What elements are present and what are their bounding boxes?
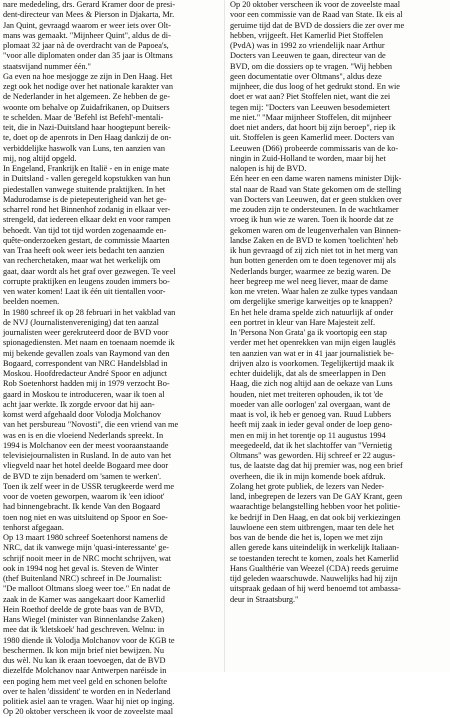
text-line: was en is en die vloeiend Nederlands spreekt. In <box>3 430 164 440</box>
text-line: Jan Quint, gevraagd waarom er weer iets over Olt- <box>3 20 171 30</box>
text-line: te, doet op de apenrots in Den Haag dankzij de on- <box>3 133 172 143</box>
text-line: geruime tijd dat de BVD de dossiers die zer over me <box>230 20 405 30</box>
text-line: zaak in de Kamer was aangekaart door Kamerlid <box>3 594 165 604</box>
text-line: mij, nog altijd opgeld. <box>3 153 77 163</box>
text-line: quête-onderzoeken gestart, de commissie Maarten <box>3 235 170 245</box>
text-line: dent-directeur van Mees & Pierson in Djakarta, Mr. <box>3 10 175 20</box>
text-line: In 1980 schreef ik op 28 februari in het vakblad van <box>3 307 176 317</box>
text-line: teit, die in Nazi-Duitsland haar hoogtepunt bereik- <box>3 123 171 132</box>
text-line: hebben, vrijgeeft. Het Kamerlid Piet Stoffelen <box>230 30 384 40</box>
text-line: tegen mij: "Docters van Leeuwen besodemietert <box>230 102 390 112</box>
text-line: gekomen waren om de leugenverhalen van Binnen- <box>230 225 401 235</box>
text-line: Ga even na hoe mesjogge ze zijn in Den Haag. Het <box>3 71 173 81</box>
text-line: toen nog niet en was uitsluitend op Spoor en Soe- <box>3 512 168 522</box>
text-line: Op 13 maart 1980 schreef Soetenhorst namens de <box>3 533 168 542</box>
text-line: nare mededeling, drs. Gerard Kramer door de presi- <box>3 0 176 9</box>
text-line: Toen ik zelf weer in de USSR terugkeerde werd me <box>3 481 175 491</box>
text-line: ningin in Zuid-Holland te worden, maar bij het <box>230 153 386 163</box>
text-line: te schelden. Maar de 'Befehl ist Befehl'-mentali- <box>3 112 164 122</box>
text-line: 1980 diende ik Volodja Molchanov voor de KGB te <box>3 635 175 645</box>
text-line: meegedeeld, dat ik het slachtoffer van "Vernietig <box>230 440 392 450</box>
text-line: verder met het openrekken van mijn eigen lauglës <box>230 338 396 348</box>
text-line: Op 20 oktober verscheen ik voor de zoveelste maal <box>230 0 401 9</box>
text-line: de BVD te zijn benaderd om 'samen te werken'. <box>3 471 162 481</box>
text-line: uitspraak gedaan of hij werd benoemd tot ambassa- <box>230 584 401 594</box>
text-line: politiek asiel aan te vragen. Waar hij niet op inging. <box>3 697 175 706</box>
text-line: televisiejournalisten in Rusland. In de auto van het <box>3 451 172 460</box>
text-line: Haag, die zich nog altijd aan de oekaze van Luns <box>230 379 393 389</box>
text-line: Rob Soetenhorst hadden mij in 1979 verzocht Bo- <box>3 379 170 389</box>
text-line: tijd geleden waarschuwde. Nauwelijks had hij zijn <box>230 574 398 583</box>
text-line: spionagediensten. Met naam en toenaam noemde ik <box>3 338 175 348</box>
text-line: echter duidelijk, dat als de smeerlappen in Den <box>230 369 386 378</box>
text-line: overheen, die ik in mijn komende boek afdruk. <box>230 471 386 481</box>
left-text-column <box>3 0 219 717</box>
text-line: hun botten generden om te doen tegenover mij als <box>230 256 396 266</box>
text-line: stal naar de Raad van State gekomen om de stelling <box>230 184 402 194</box>
text-line: Oltmans" was geworden. Hij schreef er 22 augus- <box>230 451 396 460</box>
text-line: me niet." "Maar mijnheer Stoffelen, dit mijnheer <box>230 112 392 122</box>
text-line: bos van de bende die het is, lopen we met zijn <box>230 533 383 542</box>
text-line: zegt ook het nodige over het nationale karakter van <box>3 82 174 91</box>
text-line: uit. Stoffelen is geen Kamerlid meer. Docters van <box>230 133 395 143</box>
text-line: gaat, daar wordt als het graf over gezwegen. Te veel <box>3 266 176 276</box>
text-line: ten aanzien van wat er in 41 jaar journalistiek be- <box>230 348 394 358</box>
text-line: mij bekende gevallen zoals van Raymond van den <box>3 348 170 358</box>
text-line: corrupte praktijken en leugens zouden immers bo- <box>3 276 170 286</box>
text-line: scharrel rond het Binnenhof zodanig in elkaar ver- <box>3 205 171 214</box>
text-line: allen gerede kans uiteindelijk in werkelijk Italiaan- <box>230 543 400 553</box>
text-line: over te halen 'dissident' te worden en in Nederland <box>3 686 171 696</box>
text-line: nalopen is hij de BVD. <box>230 164 307 173</box>
text-line: beschermen. Ik kon mijn brief niet bewijzen. Nu <box>3 645 165 655</box>
text-line: piedestallen vanwege stuitende praktijken. In het <box>3 184 166 194</box>
text-line: deur in Straatsburg." <box>230 594 299 604</box>
text-line: Bogaard, correspondent van NRC Handelsblad in <box>3 358 168 368</box>
text-line: Eén heer en een dame waren namens minister Dijk- <box>230 174 402 184</box>
text-line: lauwloene een stem uitbrengen, maar ten dele het <box>230 522 395 532</box>
text-line: plomaat 32 jaar nà de overdracht van de Papoea's, <box>3 41 169 50</box>
text-line: vroeg ik hun wie ze waren. Toen ik hoorde dat ze <box>230 215 394 225</box>
text-line: Nederlands burger, waarmee ze bezig waren. De <box>230 266 391 276</box>
text-line: de NVJ (Journalistenvereniging) dat ten aanzal <box>3 317 159 327</box>
text-line: landse Zaken en de BVD te komen 'toelichten' heb <box>230 235 398 245</box>
text-line: verbiddelijke haswolk van Luns, ten aanzien van <box>3 143 165 153</box>
text-line: om dergelijke smerige karweitjes op te knappen? <box>230 297 393 307</box>
text-line: woonte om behalve op Zuidafrikanen, op Duitsers <box>3 102 170 112</box>
text-line: staatsvijand nummer één." <box>3 61 91 71</box>
text-line: maat is vol, ik heb er genoeg van. Ruud Lubbers <box>230 410 392 419</box>
text-line: 1994 is Molchanov een der meest vooraanstaande <box>3 440 169 450</box>
text-line: dus wèl. Nu kan ik eraan toevoegen, dat de BVD <box>3 656 166 665</box>
text-line: de Nederlander in het algemeen. Ze hebben de ge- <box>3 92 171 102</box>
column-gutter <box>224 0 225 672</box>
text-line: Hans Wiegel (minister van Binnenlandse Zaken) <box>3 615 165 624</box>
text-line: tenhorst afgegaan. <box>3 522 64 532</box>
text-line: ven water komen! Laat ik één uit tientallen voor- <box>3 287 166 296</box>
text-line: Op 20 oktober verscheen ik voor de zoveelste maal <box>3 707 174 717</box>
text-line: heeft mij zaak in ieder geval onder de loep geno- <box>230 420 393 430</box>
text-line: mijnheer, die dus loog of het gedrukt stond. En wie <box>230 82 400 91</box>
text-line: (thef Buitenland NRC) schreef in De Journalist: <box>3 574 162 583</box>
text-line: doet niet anders, dat hoort bij zijn beroep", riep ik <box>230 123 396 132</box>
text-line: van Docters van Leeuwen, dat er geen stukken over <box>230 194 402 204</box>
text-line: En het hele drama spelde zich natuurlijk af onder <box>230 307 394 317</box>
text-line: voor een commissie van de Raad van State. Ik eis al <box>230 10 403 20</box>
text-line: mans was gemaakt. "Mijnheer Quint", aldus de di- <box>3 30 171 40</box>
text-line: me zouden zijn te ondersteunen. In de wachtkamer <box>230 205 399 214</box>
text-line: geen documentatie over Oltmans", aldus deze <box>230 71 382 81</box>
text-line: Moskou. Hoofdredacteur André Spoor en adjunct <box>3 369 168 378</box>
right-text-column <box>230 0 447 672</box>
text-line: een poging hem met veel geld en schonen belofte <box>3 676 168 686</box>
text-line: journalisten weer gerekruteerd door de BVD voor <box>3 328 169 337</box>
text-line: (PvdA) was in 1992 zo vriendelijk naar Arthur <box>230 41 385 50</box>
text-line: komst werd afgehaald door Volodja Molchanov <box>3 410 161 419</box>
text-line: se toestanden terecht te komen, zoals het Kamerlid <box>230 553 399 563</box>
text-line: Zolang het grote publiek, de lezers van Neder- <box>230 481 385 491</box>
text-line: voor de voeten geworpen, waarom ik 'een idioot' <box>3 492 165 501</box>
text-line: moeder van alle oorlogen' zal overgaan, want de <box>230 399 391 409</box>
text-line: Docters van Leeuwen te gaan, directeur van de <box>230 51 386 61</box>
text-line: land, inbegrepen de lezers van De GAY Krant, geen <box>230 492 403 501</box>
text-line: ook in 1994 nog het geval is. Steven de Winter <box>3 563 159 573</box>
text-line: NRC, dat ik vanwege mijn 'quasi-interessante' ge- <box>3 543 169 553</box>
text-line: schrijf nooit meer in de NRC mocht schrijven, wat <box>3 553 171 563</box>
text-line: diezelfde Molchanov naar Antwerpen naréisde in <box>3 666 167 676</box>
text-line: houden, niet met treiteren ophouden, ik tot 'de <box>230 389 383 399</box>
text-line: "voor alle diplomaten onder dan 35 jaar is Oltmans <box>3 51 173 61</box>
text-line: gaard in Moskou te introduceren, waar ik toen al <box>3 389 165 399</box>
text-line: Madurodamse is de pietepeuterigheid van het ge- <box>3 194 167 204</box>
text-line: mee dat ik 'kletskoek' had geschreven. Welnu: in <box>3 625 165 635</box>
text-line: vliegveld naar het hotel deelde Bogaard mee door <box>3 461 169 471</box>
text-line: acht jaar werkte. Ik zorgde ervoor dat hij aan- <box>3 399 155 409</box>
text-line: Hans Gualthérie van Weezel (CDA) reeds geruime <box>230 563 399 573</box>
text-line: tus, de laatste dag dat hij premier was, nog een brief <box>230 461 403 471</box>
text-line: behoedt. Van tijd tot tijd worden zogenaamde en- <box>3 225 167 235</box>
text-line: van het persbureau "Novosti", die een vriend van me <box>3 420 179 430</box>
text-line: men en mij in het torentje op 11 augustus 1994 <box>230 430 386 440</box>
text-line: waarachtige belangstelling hebben voor het politie- <box>230 502 401 512</box>
text-line: In Engeland, Frankrijk en Italië - en in enige mate <box>3 164 169 173</box>
text-line: beelden noemen. <box>3 297 60 307</box>
text-line: "De malloot Oltmans sloeg weer toe." En nadat de <box>3 584 171 594</box>
text-line: van Traa heeft ook weer iets bedacht ten aanzien <box>3 246 165 255</box>
text-line: in Duitsland - vallen geregeld kopstukken van hun <box>3 174 171 184</box>
text-line: Leeuwen (D66) probeerde commissaris van de ko- <box>230 143 399 153</box>
text-line: drijven alzo is voorkomen. Tegelijkertijd maak ik <box>230 358 395 368</box>
text-line: BVD, om die dossiers op te vragen. "Wij hebben <box>230 61 393 71</box>
text-line: ke bedrijf in Den Haag, en dat ook bij verkiezingen <box>230 512 401 522</box>
text-line: heer begreep me wel neeg liever, maar de dame <box>230 276 388 286</box>
text-line: van recherchetaken, maar wat het werkelijk om <box>3 256 161 266</box>
text-line: een portret in kleur van Hare Majesteit zelf. <box>230 317 376 327</box>
text-line: Hein Roethof deelde de grote baas van de BVD, <box>3 604 164 614</box>
text-line: In 'Persona Non Grata' ga ik voortopig een stap <box>230 328 387 337</box>
text-line: doet er wat aan? Piet Stoffelen niet, want die zei <box>230 92 391 102</box>
text-line: had binnengebracht. Ik kende Van den Bogaard <box>3 502 161 512</box>
text-line: kon me vreten. Waar halen ze zulke types vandaan <box>230 287 398 296</box>
text-line: ik hun gevraagd of zij zich niet tot in het merg van <box>230 246 398 255</box>
text-line: strengeld, dat iedereen elkaar dekt en voor rampen <box>3 215 171 225</box>
